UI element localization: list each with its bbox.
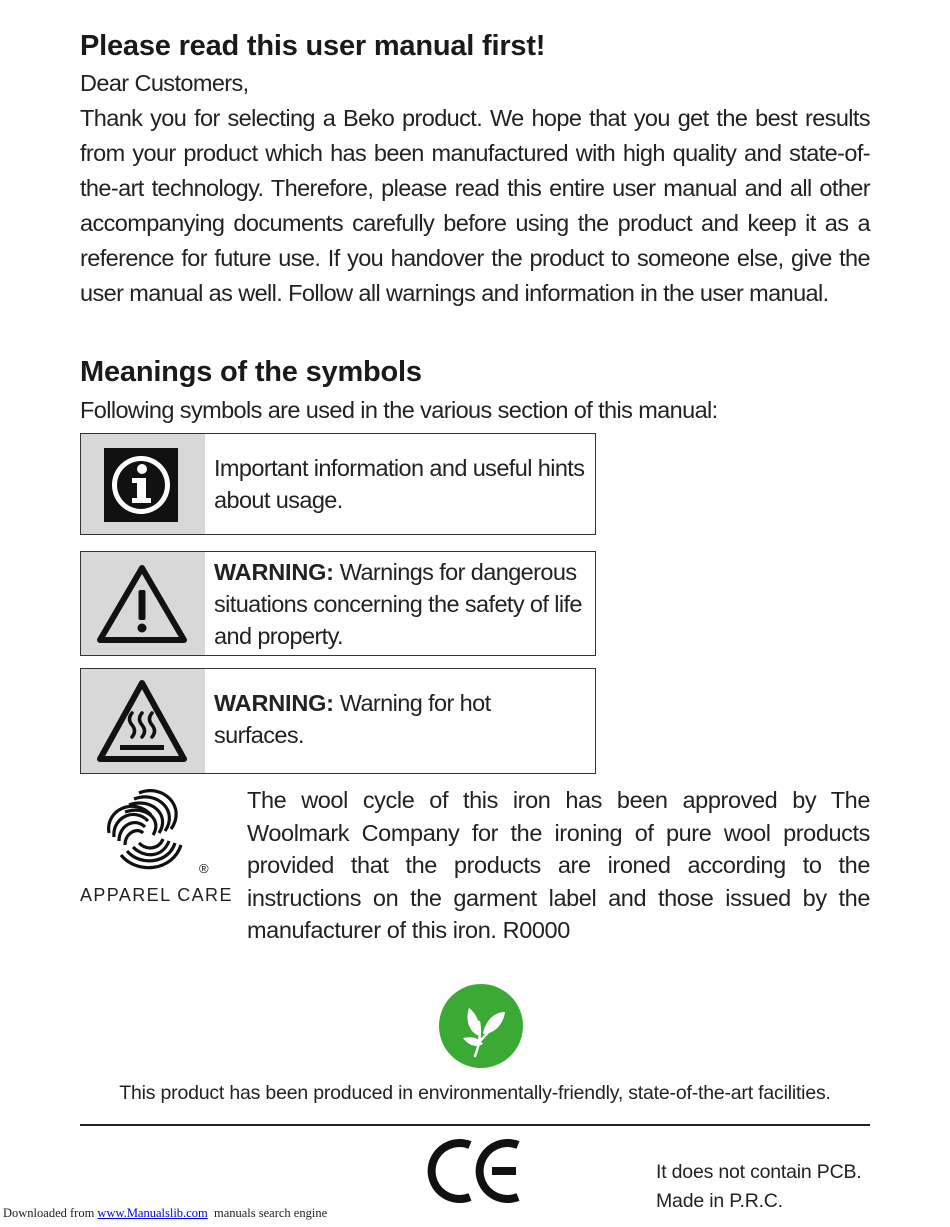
- hot-warning-description: Warning for hot surfaces.: [214, 690, 491, 748]
- download-footer: [3, 1206, 327, 1221]
- registered-mark: ®: [199, 861, 209, 876]
- origin-statement: Made in P.R.C.: [656, 1190, 783, 1212]
- hot-warning-label: WARNING:: [214, 690, 334, 716]
- warning-symbol-text: [214, 556, 585, 652]
- warning-triangle-icon: [96, 564, 188, 644]
- eco-leaf-icon: [439, 984, 523, 1068]
- ce-mark-icon: [426, 1137, 524, 1205]
- footer-prefix: Downloaded from: [3, 1206, 98, 1220]
- hot-surface-symbol-text: [214, 687, 585, 751]
- warning-label: WARNING:: [214, 559, 334, 585]
- info-symbol-box: [80, 433, 596, 535]
- symbols-heading: Meanings of the symbols: [80, 356, 422, 388]
- info-icon: [104, 448, 178, 522]
- hot-surface-icon: [96, 679, 188, 763]
- warning-symbol-box: [80, 551, 596, 656]
- info-symbol-text: Important information and useful hints about usage.: [214, 455, 585, 513]
- greeting: Dear Customers,: [80, 70, 249, 96]
- page-title: Please read this user manual first!: [80, 30, 546, 62]
- divider: [80, 1124, 870, 1126]
- woolmark-text: The wool cycle of this iron has been approved by The Woolmark Company for the ironing of pure wool products provided that the products are ironed according to the instructions on the garment label and those issued by the manufacturer of this iron. R0000: [247, 787, 870, 943]
- pcb-statement: It does not contain PCB.: [656, 1161, 862, 1183]
- footer-suffix: manuals search engine: [207, 1206, 328, 1220]
- warning-description: Warnings for dangerous situations concerning the safety of life and property.: [214, 559, 582, 649]
- woolmark-caption: APPAREL CARE: [80, 885, 233, 905]
- hot-surface-symbol-box: [80, 668, 596, 774]
- manualslib-link[interactable]: www.Manualslib.com: [97, 1206, 208, 1220]
- symbols-intro: Following symbols are used in the various section of this manual:: [80, 397, 718, 423]
- woolmark-logo-icon: [101, 785, 216, 880]
- intro-paragraph: Thank you for selecting a Beko product. We hope that you get the best results from your product which has been manufactured with high quality and state-of-the-art technology. Therefore, please read this entire user manual and all other accompanying documents carefully before using the product and keep it as a reference for future use. If you handover the product to someone else, give the user manual as well. Follow all warnings and information in the user manual.: [80, 105, 870, 306]
- eco-statement: This product has been produced in environmentally-friendly, state-of-the-art facilities.: [119, 1082, 831, 1104]
